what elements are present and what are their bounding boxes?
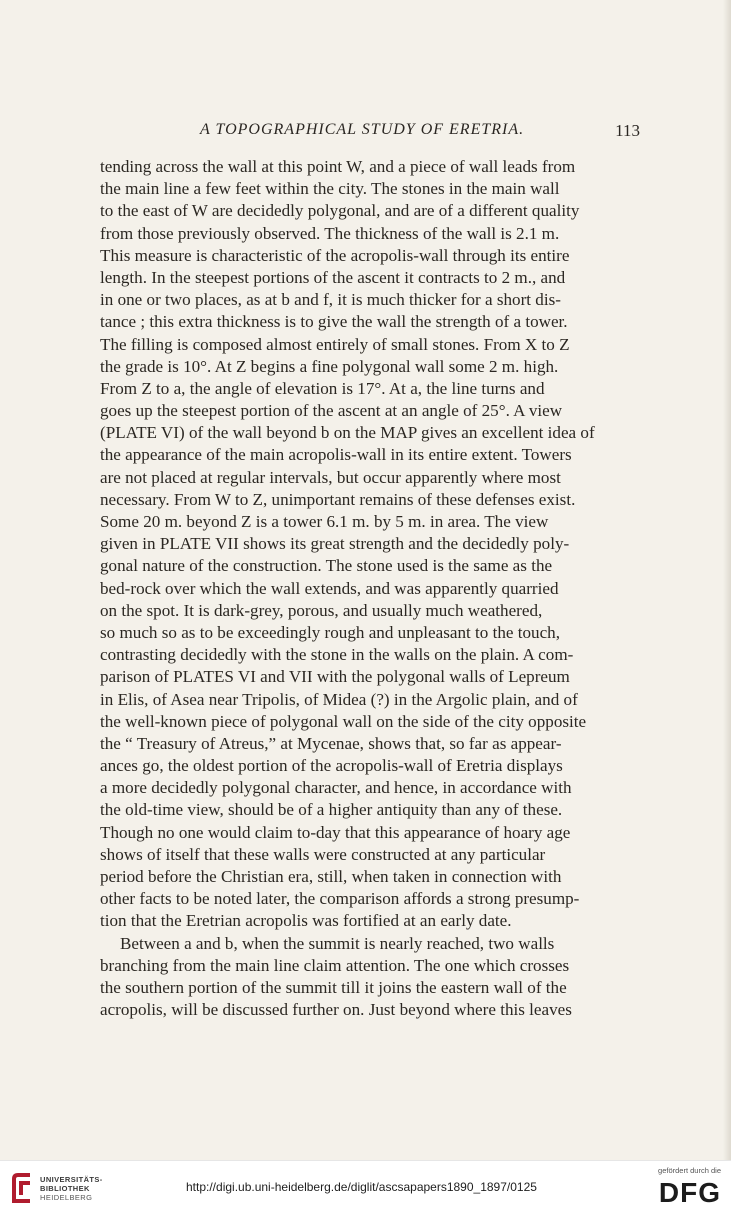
text-line: parison of PLATES VI and VII with the polygonal walls of Lepreum xyxy=(100,667,570,687)
text-line: Some 20 m. beyond Z is a tower 6.1 m. by 5 m. in area. The view xyxy=(100,512,549,531)
text-line: tion that the Eretrian acropolis was fortified at an early date. xyxy=(100,911,512,931)
text-line: From Z to a, the angle of elevation is 17°. At a, the line turns and xyxy=(100,378,545,398)
text-line: tance ; this extra thickness is to give the wall the strength of a tower. xyxy=(100,312,568,332)
text-line: in Elis, of Asea near Tripolis, of Midea (?) in the Argolic plain, and of xyxy=(100,689,578,709)
text-line: ances go, the oldest portion of the acropolis-wall of Eretria displays xyxy=(100,756,563,776)
library-name xyxy=(40,1175,103,1202)
dfg-logo: DFG xyxy=(658,1177,721,1208)
text-line: the old-time view, should be of a higher antiquity than any of these. xyxy=(100,800,563,820)
text-line: This measure is characteristic of the acropolis-wall through its entire xyxy=(100,245,570,265)
funded-by-label: gefördert durch die xyxy=(658,1166,721,1175)
text-line: tending across the wall at this point W, and a piece of wall leads from xyxy=(100,157,576,176)
text-line: a more decidedly polygonal character, and hence, in accordance with xyxy=(100,778,572,798)
text-line: bed-rock over which the wall extends, and was apparently quarried xyxy=(100,578,559,598)
text-line: the grade is 10°. At Z begins a fine polygonal wall some 2 m. high. xyxy=(100,356,559,376)
text-line: branching from the main line claim attention. The one which crosses xyxy=(100,955,570,975)
body-text xyxy=(100,156,640,1021)
permalink-url[interactable]: http://digi.ub.uni-heidelberg.de/diglit/ascsapapers1890_1897/0125 xyxy=(186,1180,537,1194)
text-line: the main line a few feet within the city. The stones in the main wall xyxy=(100,179,560,199)
library-name-line3: HEIDELBERG xyxy=(40,1193,93,1202)
page-edge-shadow xyxy=(723,0,731,1160)
university-library-logo-icon xyxy=(8,1169,34,1207)
text-line: (PLATE VI) of the wall beyond b on the MAP gives an excellent idea of xyxy=(100,423,595,443)
text-line: the southern portion of the summit till it joins the eastern wall of the xyxy=(100,977,567,997)
running-title: A TOPOGRAPHICAL STUDY OF ERETRIA. xyxy=(200,121,525,138)
text-line: Though no one would claim to-day that this appearance of hoary age xyxy=(100,822,571,842)
page-number: 113 xyxy=(615,121,640,140)
text-line: goes up the steepest portion of the ascent at an angle of 25°. A view xyxy=(100,401,563,421)
text-line: in one or two places, as at b and f, it is much thicker for a short dis- xyxy=(100,290,561,310)
paragraph-start-line: Between a and b, when the summit is nearly reached, two walls xyxy=(120,933,555,953)
text-line: other facts to be noted later, the comparison affords a strong presump- xyxy=(100,889,580,909)
text-line: length. In the steepest portions of the ascent it contracts to 2 m., and xyxy=(100,267,566,287)
library-name-line1: UNIVERSITÄTS- xyxy=(40,1175,103,1184)
text-line: shows of itself that these walls were constructed at any particular xyxy=(100,844,546,864)
text-line: from those previously observed. The thickness of the wall is 2.1 m. xyxy=(100,223,560,243)
text-line: gonal nature of the construction. The stone used is the same as the xyxy=(100,556,553,576)
text-line: to the east of W are decidedly polygonal, and are of a different quality xyxy=(100,201,580,221)
viewer-footer xyxy=(0,1160,731,1215)
text-line: the “ Treasury of Atreus,” at Mycenae, shows that, so far as appear- xyxy=(100,733,562,753)
text-line: period before the Christian era, still, when taken in connection with xyxy=(100,867,562,886)
text-line: acropolis, will be discussed further on. Just beyond where this leaves xyxy=(100,1000,572,1020)
text-line: on the spot. It is dark-grey, porous, and usually much weathered, xyxy=(100,600,543,620)
text-line: contrasting decidedly with the stone in the walls on the plain. A com- xyxy=(100,645,574,665)
text-line: the appearance of the main acropolis-wall in its entire extent. Towers xyxy=(100,445,572,465)
text-line: the well-known piece of polygonal wall on the side of the city opposite xyxy=(100,711,587,731)
text-line: The filling is composed almost entirely of small stones. From X to Z xyxy=(100,334,570,354)
library-name-line2: BIBLIOTHEK xyxy=(40,1184,90,1193)
text-line: are not placed at regular intervals, but occur apparently where most xyxy=(100,467,561,487)
text-line: necessary. From W to Z, unimportant remains of these defenses exist. xyxy=(100,489,576,509)
text-line: so much so as to be exceedingly rough and unpleasant to the touch, xyxy=(100,622,560,642)
running-head xyxy=(100,121,640,141)
text-line: given in PLATE VII shows its great strength and the decidedly poly- xyxy=(100,534,570,554)
